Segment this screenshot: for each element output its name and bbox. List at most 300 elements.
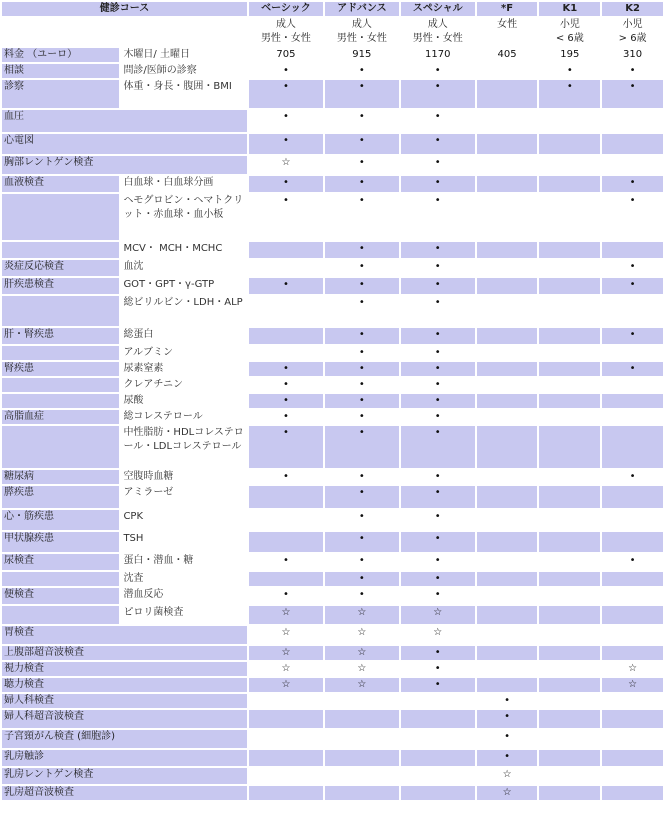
course-mark: ☆	[325, 662, 399, 676]
course-mark	[249, 328, 323, 344]
course-mark: 705	[249, 48, 323, 62]
course-mark	[477, 110, 538, 132]
course-mark: •	[401, 80, 475, 108]
row-label: 相談	[2, 64, 119, 78]
row-label: 血液検査	[2, 176, 119, 192]
course-mark: ☆	[401, 626, 475, 644]
row-detail: アルブミン	[121, 346, 247, 360]
course-mark: •	[477, 730, 538, 748]
course-mark	[602, 134, 663, 154]
course-mark: •	[249, 378, 323, 392]
course-mark	[602, 572, 663, 586]
course-mark: •	[401, 572, 475, 586]
row-detail: MCV・ MCH・MCHC	[121, 242, 247, 258]
course-mark: ☆	[325, 646, 399, 660]
course-mark: •	[477, 710, 538, 728]
table-row	[2, 394, 663, 408]
course-mark: •	[401, 532, 475, 552]
course-mark: ☆	[249, 606, 323, 624]
row-label: 料金 （ユーロ）	[2, 48, 119, 62]
table-row	[2, 662, 663, 676]
course-mark: •	[249, 410, 323, 424]
course-mark	[539, 786, 600, 800]
course-mark: ☆	[602, 662, 663, 676]
course-header: 健診コース	[2, 2, 247, 16]
course-mark	[249, 296, 323, 326]
course-mark	[477, 588, 538, 604]
table-row	[2, 694, 663, 708]
row-detail: アミラーゼ	[121, 486, 247, 508]
course-mark	[477, 296, 538, 326]
course-mark: •	[401, 362, 475, 376]
table-row	[2, 48, 663, 62]
course-mark: •	[401, 134, 475, 154]
course-mark	[602, 588, 663, 604]
row-detail: 尿酸	[121, 394, 247, 408]
row-label	[2, 194, 119, 240]
course-mark: ☆	[249, 678, 323, 692]
course-mark: •	[325, 328, 399, 344]
course-mark	[477, 554, 538, 570]
target-line: 女性	[497, 19, 518, 30]
row-label: 婦人科超音波検査	[2, 710, 247, 728]
table-row	[2, 750, 663, 766]
course-mark	[602, 242, 663, 258]
course-mark	[539, 606, 600, 624]
course-mark	[539, 470, 600, 484]
table-row	[2, 710, 663, 728]
course-mark	[477, 626, 538, 644]
row-label: 便検査	[2, 588, 119, 604]
course-mark: •	[325, 588, 399, 604]
table-row	[2, 64, 663, 78]
table-row	[2, 134, 663, 154]
course-mark	[325, 786, 399, 800]
course-mark: •	[401, 470, 475, 484]
course-mark	[477, 346, 538, 360]
course-mark	[249, 710, 323, 728]
row-label	[2, 606, 119, 624]
course-mark	[249, 242, 323, 258]
course-target	[401, 18, 475, 46]
course-mark: •	[401, 260, 475, 276]
row-label: 聴力検査	[2, 678, 247, 692]
course-mark	[477, 646, 538, 660]
course-mark: •	[249, 134, 323, 154]
row-detail: 体重・身長・腹囲・BMI	[121, 80, 247, 108]
course-mark	[325, 768, 399, 784]
row-detail: TSH	[121, 532, 247, 552]
course-mark	[539, 572, 600, 586]
row-label: 肝疾患検査	[2, 278, 119, 294]
course-mark: •	[325, 260, 399, 276]
course-mark: •	[401, 646, 475, 660]
table-row	[2, 194, 663, 240]
course-mark: •	[401, 554, 475, 570]
course-mark	[401, 694, 475, 708]
course-mark	[602, 750, 663, 766]
course-mark	[477, 64, 538, 78]
row-label: 診察	[2, 80, 119, 108]
course-mark: •	[602, 278, 663, 294]
course-mark	[539, 134, 600, 154]
course-mark: •	[401, 176, 475, 192]
course-mark	[602, 426, 663, 468]
row-label: 視力検査	[2, 662, 247, 676]
course-mark	[539, 110, 600, 132]
subheader-row	[2, 18, 663, 46]
course-mark: •	[325, 176, 399, 192]
course-mark: ☆	[477, 768, 538, 784]
course-mark	[249, 486, 323, 508]
course-mark: •	[325, 194, 399, 240]
course-mark: ☆	[401, 606, 475, 624]
course-mark	[477, 470, 538, 484]
row-label	[2, 242, 119, 258]
course-mark: ☆	[325, 606, 399, 624]
row-label: 糖尿病	[2, 470, 119, 484]
course-mark	[602, 786, 663, 800]
course-mark	[477, 260, 538, 276]
course-mark	[477, 242, 538, 258]
course-name: ベーシック	[249, 2, 323, 16]
course-name: アドバンス	[325, 2, 399, 16]
course-mark	[477, 194, 538, 240]
row-detail: ピロリ菌検査	[121, 606, 247, 624]
course-mark	[477, 394, 538, 408]
course-mark: 405	[477, 48, 538, 62]
course-mark: 310	[602, 48, 663, 62]
course-mark: •	[249, 80, 323, 108]
table-row	[2, 606, 663, 624]
course-mark	[539, 346, 600, 360]
course-mark: •	[325, 510, 399, 530]
course-mark: •	[401, 678, 475, 692]
row-label: 胃検査	[2, 626, 247, 644]
course-mark: •	[401, 510, 475, 530]
row-detail: 木曜日/ 土曜日	[121, 48, 247, 62]
course-mark: •	[325, 278, 399, 294]
table-row	[2, 768, 663, 784]
table-row	[2, 260, 663, 276]
course-mark: •	[401, 394, 475, 408]
course-mark: •	[325, 362, 399, 376]
row-label: 心・筋疾患	[2, 510, 119, 530]
row-detail: 空腹時血糖	[121, 470, 247, 484]
course-mark: •	[325, 156, 399, 174]
table-row	[2, 110, 663, 132]
course-mark	[539, 278, 600, 294]
course-mark: •	[602, 176, 663, 192]
course-mark: •	[602, 554, 663, 570]
course-mark: •	[401, 328, 475, 344]
course-mark	[477, 328, 538, 344]
table-row	[2, 510, 663, 530]
course-mark: •	[249, 362, 323, 376]
course-mark	[477, 362, 538, 376]
course-mark: •	[401, 278, 475, 294]
course-mark: ☆	[249, 156, 323, 174]
row-detail: GOT・GPT・γ-GTP	[121, 278, 247, 294]
table-row	[2, 278, 663, 294]
course-mark: ☆	[602, 678, 663, 692]
course-mark	[249, 768, 323, 784]
course-name: *F	[477, 2, 538, 16]
course-mark	[539, 176, 600, 192]
course-mark: •	[325, 426, 399, 468]
course-mark	[539, 750, 600, 766]
course-mark	[539, 296, 600, 326]
row-label: 婦人科検査	[2, 694, 247, 708]
course-mark	[477, 606, 538, 624]
course-mark	[602, 710, 663, 728]
course-mark: •	[249, 278, 323, 294]
table-row	[2, 156, 663, 174]
course-mark: •	[249, 110, 323, 132]
course-mark	[602, 510, 663, 530]
table-row	[2, 588, 663, 604]
course-mark: 1170	[401, 48, 475, 62]
table-row	[2, 786, 663, 800]
course-target	[325, 18, 399, 46]
course-mark	[539, 426, 600, 468]
course-mark: •	[325, 532, 399, 552]
course-mark	[249, 750, 323, 766]
row-detail: ヘモグロビン・ヘマトクリット・赤血球・血小板	[121, 194, 247, 240]
course-mark	[539, 394, 600, 408]
course-mark: •	[325, 572, 399, 586]
course-name: スペシャル	[401, 2, 475, 16]
course-mark	[401, 768, 475, 784]
course-mark: •	[602, 64, 663, 78]
course-mark: •	[325, 80, 399, 108]
row-label: 高脂血症	[2, 410, 119, 424]
course-mark: •	[602, 194, 663, 240]
course-mark	[602, 296, 663, 326]
table-row	[2, 328, 663, 344]
course-mark: •	[602, 470, 663, 484]
course-mark: •	[249, 176, 323, 192]
course-mark	[539, 532, 600, 552]
course-mark: •	[401, 346, 475, 360]
course-mark: ☆	[249, 626, 323, 644]
course-mark	[602, 346, 663, 360]
course-mark	[477, 486, 538, 508]
table-row	[2, 554, 663, 570]
course-mark: •	[401, 156, 475, 174]
course-mark: •	[325, 134, 399, 154]
course-mark	[539, 242, 600, 258]
course-mark	[249, 532, 323, 552]
row-label: 炎症反応検査	[2, 260, 119, 276]
course-name: K1	[539, 2, 600, 16]
course-mark	[249, 510, 323, 530]
course-mark: •	[401, 410, 475, 424]
course-mark	[325, 710, 399, 728]
course-mark: •	[325, 110, 399, 132]
table-row	[2, 572, 663, 586]
course-mark	[249, 346, 323, 360]
table-row	[2, 242, 663, 258]
course-target	[249, 18, 323, 46]
course-mark: •	[401, 378, 475, 392]
course-mark: •	[325, 470, 399, 484]
course-mark	[477, 156, 538, 174]
course-mark	[401, 710, 475, 728]
course-mark	[477, 532, 538, 552]
course-mark	[249, 730, 323, 748]
course-mark: •	[325, 346, 399, 360]
table-row	[2, 678, 663, 692]
table-row	[2, 470, 663, 484]
course-mark: •	[325, 394, 399, 408]
course-mark	[539, 662, 600, 676]
row-label: 肝・腎疾患	[2, 328, 119, 344]
target-line: 男性・女性	[412, 33, 463, 44]
course-mark	[539, 694, 600, 708]
course-mark: •	[325, 486, 399, 508]
course-mark: •	[249, 426, 323, 468]
course-mark	[477, 278, 538, 294]
target-line: 成人	[351, 19, 372, 30]
course-mark: •	[401, 426, 475, 468]
course-mark	[249, 694, 323, 708]
course-mark	[602, 694, 663, 708]
course-mark: ☆	[325, 626, 399, 644]
row-label: 尿検査	[2, 554, 119, 570]
row-label: 乳房レントゲン検査	[2, 768, 247, 784]
table-row	[2, 626, 663, 644]
course-mark: •	[477, 750, 538, 766]
course-mark	[602, 394, 663, 408]
course-mark: •	[249, 64, 323, 78]
row-label: 血圧	[2, 110, 247, 132]
course-target	[539, 18, 600, 46]
course-name: K2	[602, 2, 663, 16]
course-mark: •	[401, 588, 475, 604]
target-line: 成人	[427, 19, 448, 30]
course-mark	[539, 362, 600, 376]
course-mark: •	[602, 80, 663, 108]
target-line: 小児	[559, 19, 580, 30]
table-row	[2, 346, 663, 360]
row-detail: 血沈	[121, 260, 247, 276]
row-label: 心電図	[2, 134, 247, 154]
course-mark: •	[602, 362, 663, 376]
table-row	[2, 730, 663, 748]
row-detail: 尿素窒素	[121, 362, 247, 376]
course-mark: •	[325, 554, 399, 570]
course-mark	[249, 572, 323, 586]
row-detail: CPK	[121, 510, 247, 530]
course-mark	[602, 410, 663, 424]
course-mark	[539, 588, 600, 604]
row-detail: 潜血反応	[121, 588, 247, 604]
course-mark: •	[249, 554, 323, 570]
course-mark	[602, 768, 663, 784]
course-mark: ☆	[249, 646, 323, 660]
course-mark: •	[325, 64, 399, 78]
row-label: 腎疾患	[2, 362, 119, 376]
course-mark	[539, 328, 600, 344]
course-mark: •	[325, 378, 399, 392]
course-mark	[602, 646, 663, 660]
course-mark: •	[401, 662, 475, 676]
row-label	[2, 394, 119, 408]
course-mark: •	[249, 194, 323, 240]
table-row	[2, 362, 663, 376]
course-mark: 195	[539, 48, 600, 62]
course-mark: •	[401, 64, 475, 78]
course-mark: •	[325, 242, 399, 258]
course-mark	[602, 156, 663, 174]
table-row	[2, 378, 663, 392]
row-detail: 総コレステロール	[121, 410, 247, 424]
course-mark	[539, 730, 600, 748]
table-row	[2, 176, 663, 192]
course-mark	[325, 694, 399, 708]
course-mark	[539, 410, 600, 424]
course-mark	[249, 786, 323, 800]
course-mark	[477, 134, 538, 154]
course-mark: •	[539, 64, 600, 78]
row-label: 膵疾患	[2, 486, 119, 508]
course-mark	[602, 486, 663, 508]
course-mark	[539, 768, 600, 784]
row-label: 乳房触診	[2, 750, 247, 766]
course-mark	[602, 730, 663, 748]
course-mark	[477, 510, 538, 530]
course-mark: ☆	[477, 786, 538, 800]
course-mark	[602, 606, 663, 624]
target-line: 成人	[275, 19, 296, 30]
course-mark: •	[401, 242, 475, 258]
course-mark	[539, 156, 600, 174]
course-mark	[539, 710, 600, 728]
course-mark: •	[249, 394, 323, 408]
course-mark	[477, 572, 538, 586]
course-mark: ☆	[249, 662, 323, 676]
course-mark	[539, 510, 600, 530]
course-mark	[477, 662, 538, 676]
course-mark	[539, 486, 600, 508]
row-label: 胸部レントゲン検査	[2, 156, 247, 174]
row-label: 乳房超音波検査	[2, 786, 247, 800]
course-mark	[539, 678, 600, 692]
table-row	[2, 486, 663, 508]
course-mark: •	[249, 470, 323, 484]
course-mark: •	[602, 260, 663, 276]
course-mark	[477, 678, 538, 692]
row-label	[2, 296, 119, 326]
row-label	[2, 572, 119, 586]
course-mark	[325, 730, 399, 748]
course-mark: ☆	[325, 678, 399, 692]
course-mark	[325, 750, 399, 766]
course-mark: •	[325, 296, 399, 326]
target-line: < 6歳	[555, 33, 584, 44]
target-line: 男性・女性	[260, 33, 311, 44]
course-mark	[477, 176, 538, 192]
course-target	[477, 18, 538, 46]
course-mark	[539, 646, 600, 660]
course-mark	[602, 532, 663, 552]
course-mark	[539, 194, 600, 240]
row-detail: 問診/医師の診察	[121, 64, 247, 78]
row-label: 甲状腺疾患	[2, 532, 119, 552]
course-mark	[602, 626, 663, 644]
course-mark: •	[249, 588, 323, 604]
